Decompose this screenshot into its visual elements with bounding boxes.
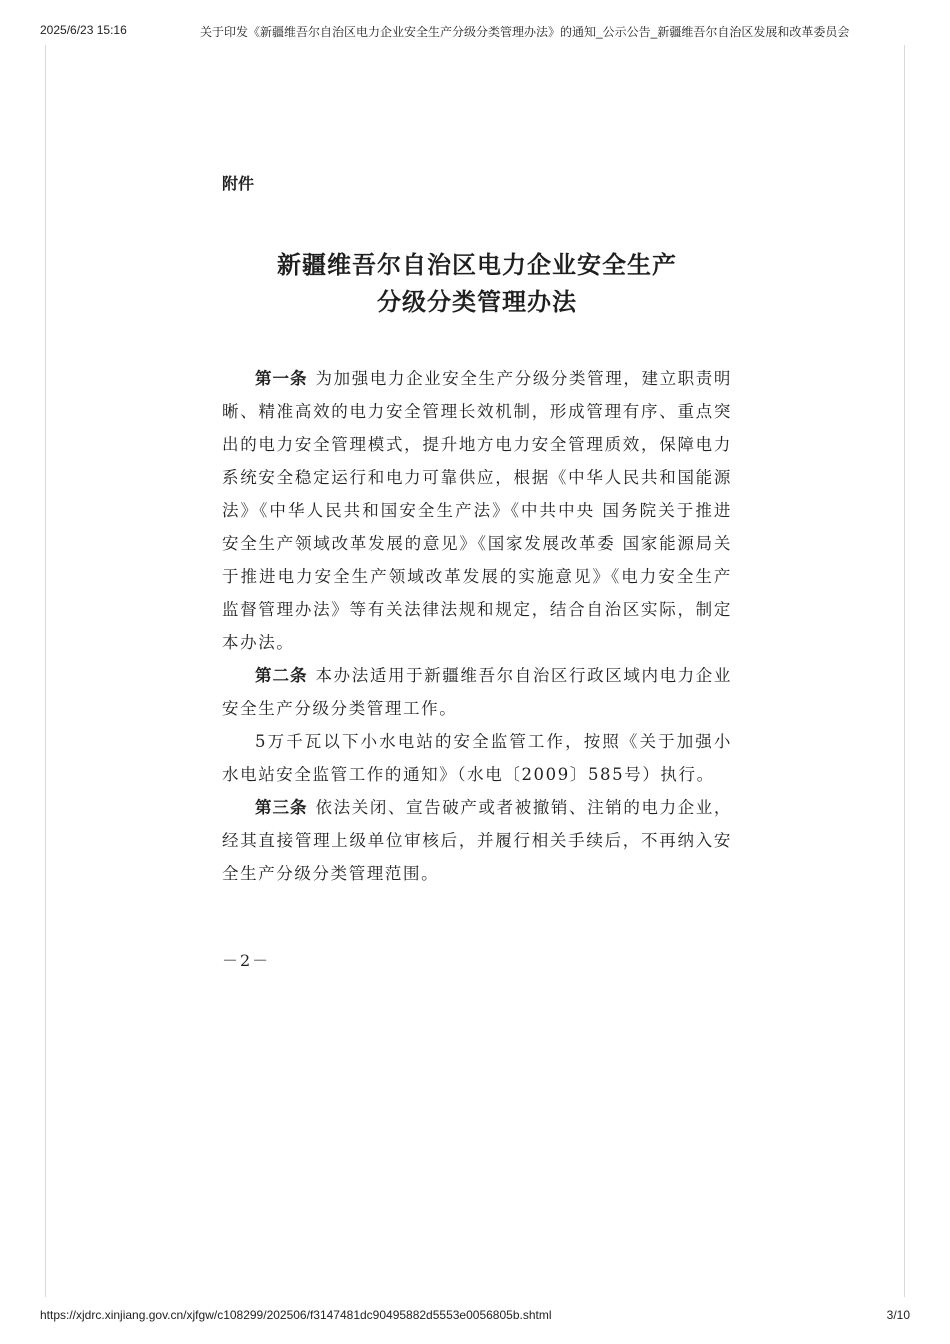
print-footer <box>0 1308 950 1324</box>
article-2-clause <box>222 725 732 791</box>
document-title-line-1: 新疆维吾尔自治区电力企业安全生产 <box>277 250 677 279</box>
article-text: 5万千瓦以下小水电站的安全监管工作，按照《关于加强小水电站安全监管工作的通知》（水电〔2009〕585号）执行。 <box>222 732 732 784</box>
attachment-label: 附件 <box>222 174 255 193</box>
articles <box>222 362 732 890</box>
print-url: https://xjdrc.xinjiang.gov.cn/xjfgw/c108299/202506/f3147481dc90495882d5553e0056805b.shtml <box>40 1308 552 1322</box>
page-number: －2－ <box>222 951 271 970</box>
article-2 <box>222 659 732 725</box>
print-page-count: 3/10 <box>886 1308 910 1322</box>
print-header <box>0 23 950 39</box>
document-title <box>222 246 732 320</box>
article-3 <box>222 791 732 890</box>
article-label: 第三条 <box>255 798 308 817</box>
print-datetime: 2025/6/23 15:16 <box>40 23 127 37</box>
article-text: 本办法适用于新疆维吾尔自治区行政区域内电力企业安全生产分级分类管理工作。 <box>222 666 732 718</box>
document-title-line-2: 分级分类管理办法 <box>377 287 577 316</box>
article-1 <box>222 362 732 659</box>
article-label: 第一条 <box>255 369 308 388</box>
document-body <box>222 170 732 890</box>
print-page-title: 关于印发《新疆维吾尔自治区电力企业安全生产分级分类管理办法》的通知_公示公告_新疆维吾尔自治区发展和改革委员会 <box>200 25 850 39</box>
article-text: 依法关闭、宣告破产或者被撤销、注销的电力企业，经其直接管理上级单位审核后，并履行相关手续后，不再纳入安全生产分级分类管理范围。 <box>222 798 732 883</box>
article-label: 第二条 <box>255 666 308 685</box>
article-text: 为加强电力企业安全生产分级分类管理，建立职责明晰、精准高效的电力安全管理长效机制，形成管理有序、重点突出的电力安全管理模式，提升地方电力安全管理质效，保障电力系统安全稳定运行和电力可靠供应，根据《中华人民共和国能源法》《中华人民共和国安全生产法》《中共中央 国务院关于推进安全生产领域改革发展的意见》《国家发展改革委 国家能源局关于推进电力安全生产领域改革发展的实施意见》《电力安全生产监督管理办法》等有关法律法规和规定，结合自治区实际，制定本办法。 <box>222 369 732 652</box>
